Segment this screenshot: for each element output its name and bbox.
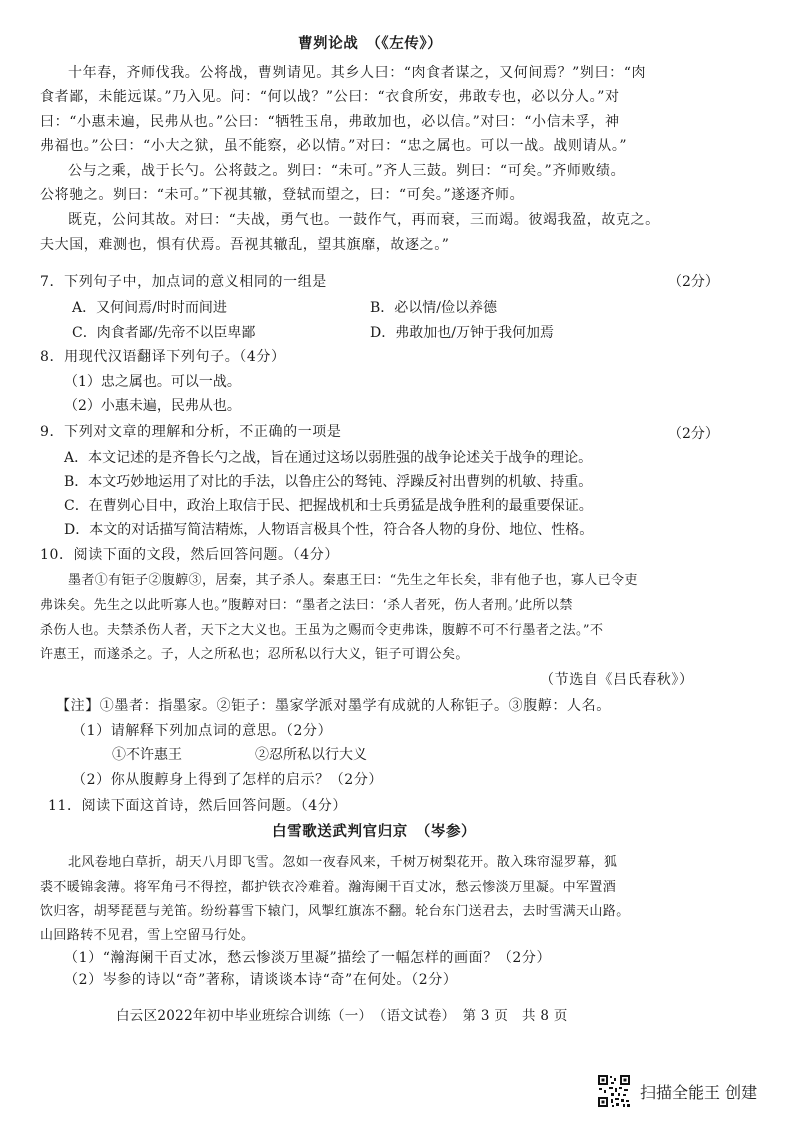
q10-sub1-item-1: ①不许惠王: [112, 747, 182, 763]
q10-source: （节选自《吕氏春秋》）: [540, 672, 694, 688]
q10-text-line: 许惠王，而遂杀之。子，人之所私也；忍所私以行大义，钜子可谓公矣。: [40, 647, 469, 662]
q7-option-b: B．必以情/俭以养德: [370, 300, 498, 316]
q9-option-b: B．本文巧妙地运用了对比的手法，以鲁庄公的驽钝、浮躁反衬出曹刿的机敏、持重。: [64, 474, 593, 490]
q9-score: （2分）: [668, 426, 719, 442]
q8-item-1: （1）忠之属也。可以一战。: [64, 374, 241, 390]
q11-poem-line: 山回路转不见君，雪上空留马行处。: [40, 928, 255, 943]
q8-stem: 8．用现代汉语翻译下列句子。（4分）: [40, 349, 286, 365]
q11-sub1: （1）“瀚海阑干百丈冰，愁云惨淡万里凝”描绘了一幅怎样的画面？（2分）: [64, 950, 552, 966]
q10-stem: 10．阅读下面的文段，然后回答问题。（4分）: [40, 547, 339, 563]
q10-text-line: 弗诛矣。先生之以此听寡人也。”腹䵍对曰：“墨者之法曰：‘杀人者死，伤人者刑。’此所以禁: [40, 598, 573, 613]
q9-option-a: A．本文记述的是齐鲁长勺之战，旨在通过这场以弱胜强的战争论述关于战争的理论。: [64, 450, 593, 466]
q11-poem-line: 裘不暖锦衾薄。将军角弓不得控，都护铁衣冷难着。瀚海阑干百丈冰，愁云惨淡万里凝。中军置酒: [40, 880, 617, 895]
q10-sub2: （2）你从腹䵍身上得到了怎样的启示？（2分）: [72, 772, 384, 788]
passage-line: 食者鄙，未能远谋。”乃入见。问：“何以战？”公曰：“衣食所安，弗敢专也，必以分人。”对: [40, 89, 620, 105]
q10-note: 【注】①墨者：指墨家。②钜子：墨家学派对墨学有成就的人称钜子。③腹䵍：人名。: [56, 698, 611, 714]
q8-item-2: （2）小惠未遍，民弗从也。: [64, 398, 241, 414]
q7-score: （2分）: [668, 274, 719, 290]
q7-option-d: D．弗敢加也/万钟于我何加焉: [370, 325, 554, 341]
passage-line: 弗福也。”公曰：“小大之狱，虽不能察，必以情。”对曰：“忠之属也。可以一战。战则请从。”: [40, 138, 628, 154]
q10-sub1-item-2: ②忍所私以行大义: [255, 747, 367, 763]
passage-line: 公与之乘，战于长勺。公将鼓之。刿曰：“未可。”齐人三鼓。刿曰：“可矣。”齐师败绩。: [68, 163, 626, 179]
q10-text-line: 墨者①有钜子②腹䵍③，居秦，其子杀人。秦惠王曰：“先生之年长矣，非有他子也，寡人已令吏: [68, 573, 638, 588]
passage-line: 夫大国，难测也，惧有伏焉。吾视其辙乱，望其旗靡，故逐之。”: [40, 237, 450, 253]
qr-code-icon: [597, 1074, 631, 1108]
q9-stem: 9．下列对文章的理解和分析，不正确的一项是: [40, 424, 342, 440]
q11-sub2: （2）岑参的诗以“奇”著称，请谈谈本诗“奇”在何处。（2分）: [64, 972, 458, 988]
passage-line: 曰：“小惠未遍，民弗从也。”公曰：“牺牲玉帛，弗敢加也，必以信。”对曰：“小信未孚，神: [40, 114, 620, 130]
q7-option-a: A．又何间焉/时时而间进: [72, 300, 227, 316]
q10-text-line: 杀伤人也。夫禁杀伤人者，天下之大义也。王虽为之赐而令吏弗诛，腹䵍不可不行墨者之法。”不: [40, 623, 604, 638]
q11-stem: 11．阅读下面这首诗，然后回答问题。（4分）: [48, 798, 347, 814]
q10-sub1: （1）请解释下列加点词的意思。（2分）: [72, 723, 333, 739]
passage-title: 曹刿论战 （《左传》）: [298, 35, 443, 52]
q11-poem-line: 饮归客，胡琴琵琶与羌笛。纷纷暮雪下辕门，风掣红旗冻不翻。轮台东门送君去，去时雪满天山路。: [40, 904, 630, 919]
q11-poem-title: 白雪歌送武判官归京 （岑参）: [272, 823, 477, 840]
page-footer: 白云区2022年初中毕业班综合训练（一） （语文试卷） 第 3 页 共 8 页: [116, 1008, 568, 1024]
q9-option-d: D．本文的对话描写简洁精炼，人物语言极具个性，符合各人物的身份、地位、性格。: [64, 522, 594, 538]
scanner-watermark-text: 扫描全能王 创建: [640, 1083, 758, 1102]
passage-line: 公将驰之。刿曰：“未可。”下视其辙，登轼而望之，曰：“可矣。”遂逐齐师。: [40, 187, 525, 203]
q7-option-c: C．肉食者鄙/先帝不以臣卑鄙: [72, 325, 256, 341]
q9-option-c: C．在曹刿心目中，政治上取信于民、把握战机和士兵勇猛是战争胜利的最重要保证。: [64, 498, 593, 514]
q11-poem-line: 北风卷地白草折，胡天八月即飞雪。忽如一夜春风来，千树万树梨花开。散入珠帘湿罗幕，狐: [68, 855, 618, 870]
passage-line: 十年春，齐师伐我。公将战，曹刿请见。其乡人曰：“肉食者谋之，又何间焉？”刿曰：“肉: [68, 65, 647, 81]
q7-stem: 7．下列句子中，加点词的意义相同的一组是: [40, 274, 327, 290]
passage-line: 既克，公问其故。对曰：“夫战，勇气也。一鼓作气，再而衰，三而竭。彼竭我盈，故克之。: [68, 212, 660, 228]
